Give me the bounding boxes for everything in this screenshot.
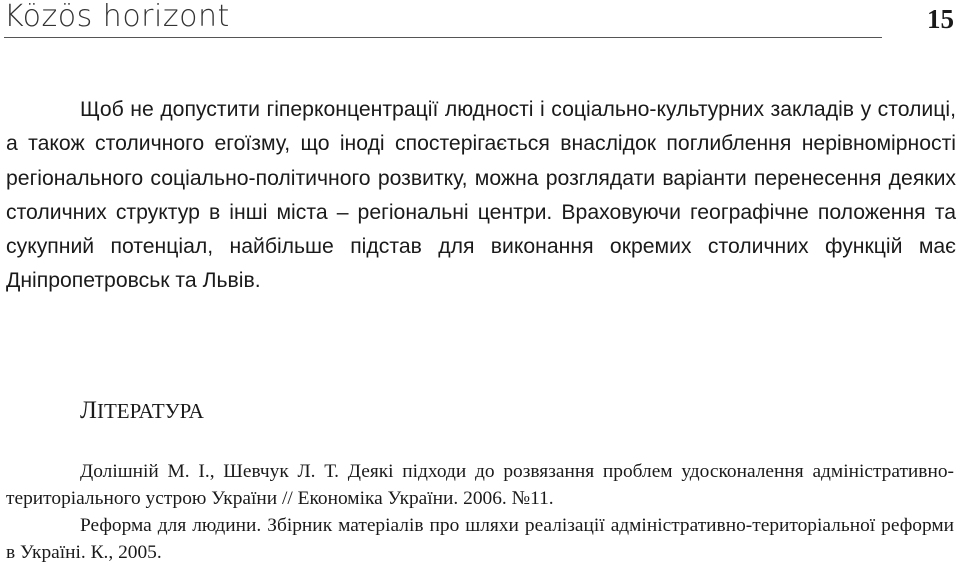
running-title: Közös horizont bbox=[4, 0, 230, 34]
literature-heading bbox=[80, 397, 204, 425]
literature-heading-rest: ІТЕРАТУРА bbox=[96, 399, 204, 423]
page-number: 15 bbox=[927, 4, 954, 34]
literature-heading-initial: Л bbox=[80, 397, 97, 424]
header-rule bbox=[4, 37, 882, 38]
reference-list bbox=[6, 458, 954, 566]
page-header bbox=[4, 0, 956, 42]
reference-item: Реформа для людини. Збірник матеріалів про шляхи реалізації адміністративно-територіальної реформи в Україні. К., 2005. bbox=[6, 515, 954, 563]
body-paragraph: Щоб не допустити гіперконцентрації людності і соціально-культурних закладів у столиці, а також столичного егоїзму, що іноді спостерігається внаслідок поглиблення нерівномірності регіонального соціально-політичного розвитку, можна розглядати варіанти перенесення деяких столичних структур в інші міста – регіональні центри. Враховуючи географічне положення та сукупний потенціал, найбільше підстав для виконання окремих столичних функцій має Дніпропетровськ та Львів. bbox=[6, 98, 956, 293]
reference-item: Долішній М. І., Шевчук Л. Т. Деякі підходи до розвязання проблем удосконалення адміністративно-територіального устрою України // Економіка України. 2006. №11. bbox=[6, 461, 954, 509]
